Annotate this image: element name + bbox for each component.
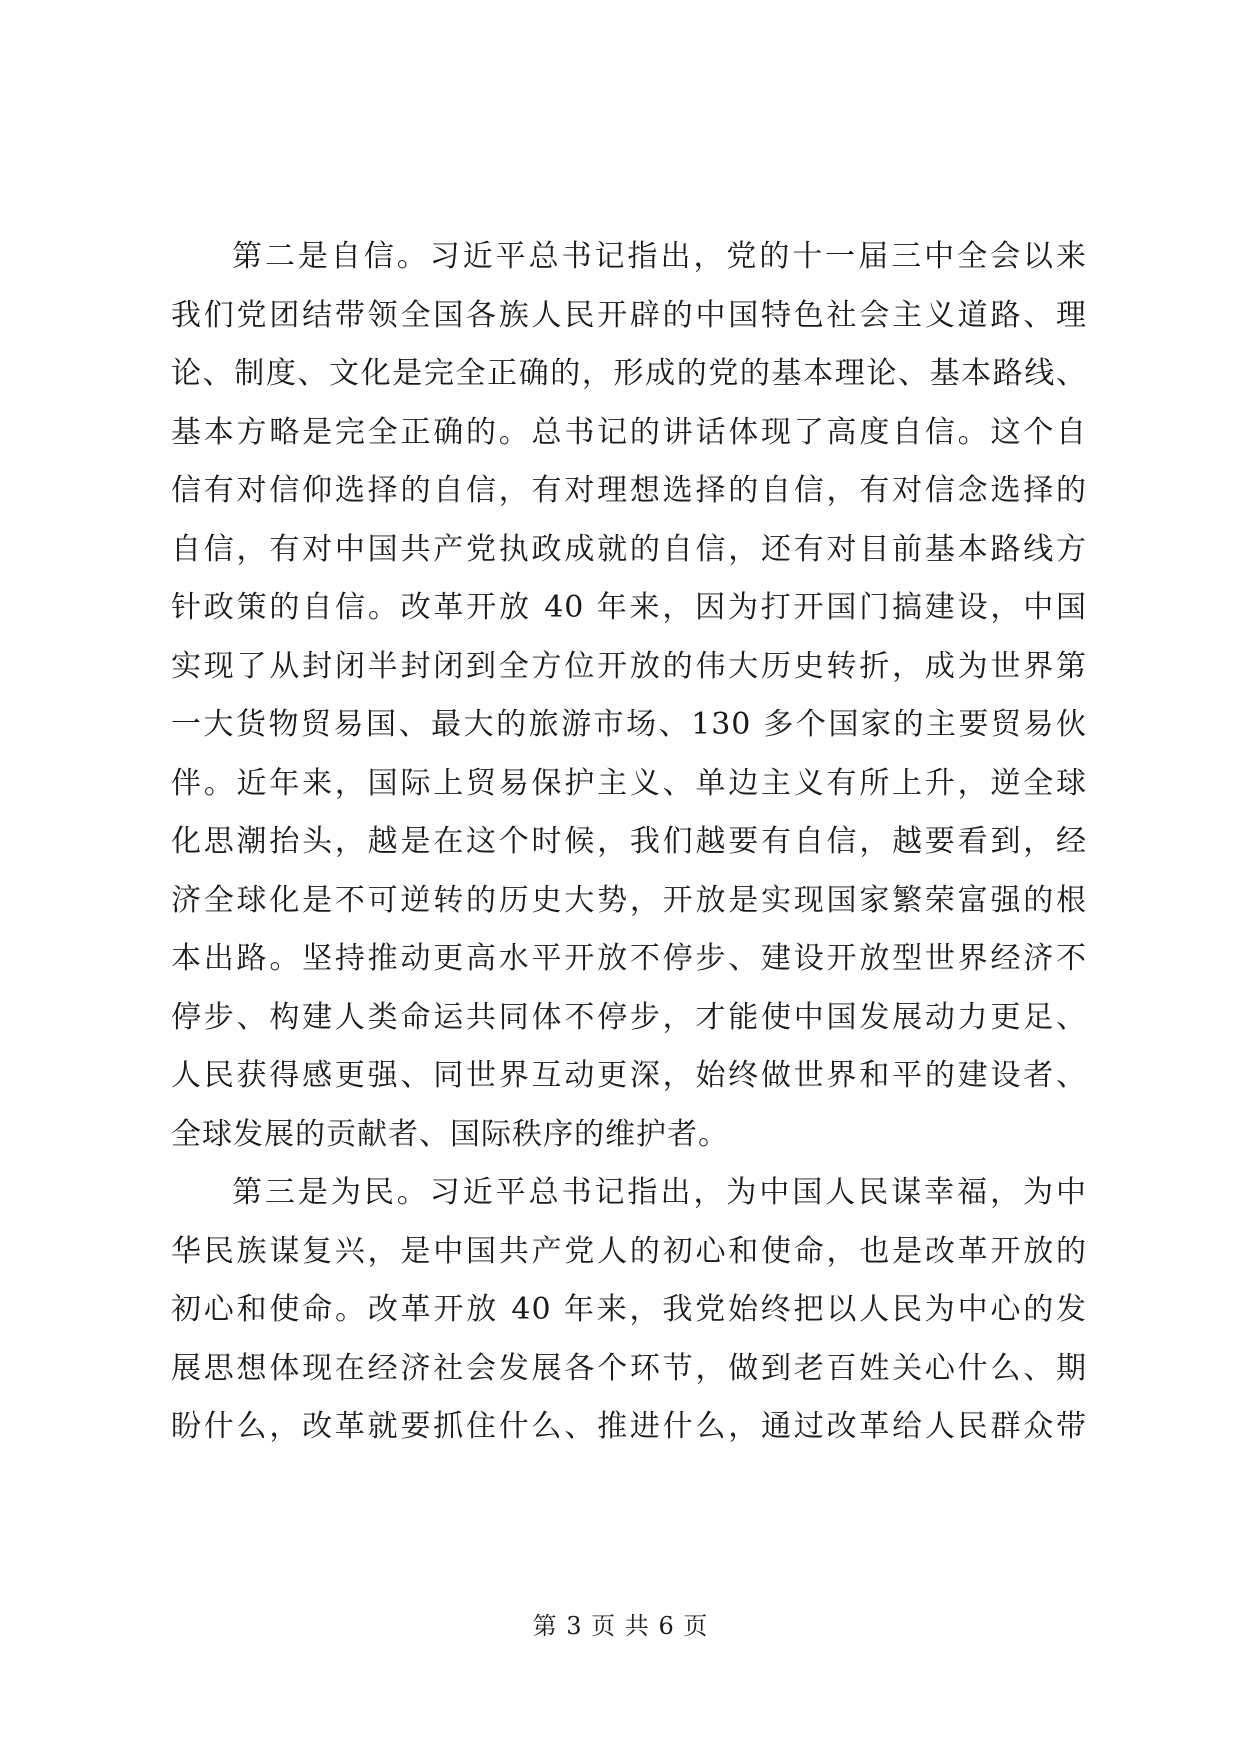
paragraph-line: 伴。近年来，国际上贸易保护主义、单边主义有所上升，逆全球 [171, 765, 1087, 801]
document-body [171, 228, 1087, 1457]
paragraph-line: 济全球化是不可逆转的历史大势，开放是实现国家繁荣富强的根 [171, 882, 1087, 918]
paragraph-line: 第二是自信。习近平总书记指出，党的十一届三中全会以来 [232, 239, 1087, 274]
paragraph-line: 针政策的自信。改革开放 40 年来，因为打开国门搞建设，中国 [171, 590, 1087, 625]
paragraph-line: 初心和使命。改革开放 40 年来，我党始终把以人民为中心的发 [171, 1292, 1087, 1327]
paragraph-line: 展思想体现在经济社会发展各个环节，做到老百姓关心什么、期 [171, 1350, 1087, 1386]
paragraph-line: 论、制度、文化是完全正确的，形成的党的基本理论、基本路线、 [171, 356, 1087, 391]
paragraph-line: 停步、构建人类命运共同体不停步，才能使中国发展动力更足、 [171, 999, 1087, 1035]
paragraph-line: 实现了从封闭半封闭到全方位开放的伟大历史转折，成为世界第 [171, 648, 1087, 684]
paragraph-for-the-people [171, 1164, 1087, 1457]
paragraph-line: 我们党团结带领全国各族人民开辟的中国特色社会主义道路、理 [171, 297, 1087, 333]
paragraph-line: 基本方略是完全正确的。总书记的讲话体现了高度自信。这个自 [171, 414, 1087, 450]
paragraph-line: 华民族谋复兴，是中国共产党人的初心和使命，也是改革开放的 [171, 1233, 1087, 1269]
paragraph-line: 人民获得感更强、同世界互动更深，始终做世界和平的建设者、 [171, 1058, 1087, 1093]
paragraph-line: 自信，有对中国共产党执政成就的自信，还有对目前基本路线方 [171, 531, 1087, 567]
paragraph-self-confidence [171, 228, 1087, 1164]
paragraph-line: 本出路。坚持推动更高水平开放不停步、建设开放型世界经济不 [171, 941, 1087, 976]
paragraph-line: 化思潮抬头，越是在这个时候，我们越要有自信，越要看到，经 [171, 824, 1087, 859]
paragraph-line: 一大货物贸易国、最大的旅游市场、130 多个国家的主要贸易伙 [171, 707, 1087, 742]
paragraph-line: 全球发展的贡献者、国际秩序的维护者。 [171, 1116, 729, 1152]
paragraph-line: 盼什么，改革就要抓住什么、推进什么，通过改革给人民群众带 [171, 1409, 1087, 1444]
page-number-footer: 第 3 页 共 6 页 [532, 1612, 709, 1640]
paragraph-line: 信有对信仰选择的自信，有对理想选择的自信，有对信念选择的 [171, 473, 1087, 508]
paragraph-line: 第三是为民。习近平总书记指出，为中国人民谋幸福，为中 [232, 1175, 1087, 1210]
